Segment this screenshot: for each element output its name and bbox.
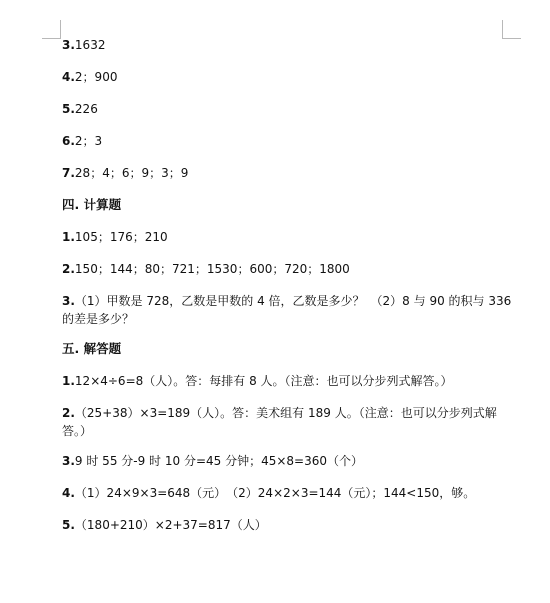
calc-answer-line-3: 3.（1）甲数是 728，乙数是甲数的 4 倍，乙数是多少？ （2）8 与 90 的积与 336 的差是多少？ — [62, 294, 512, 326]
solution-line-5: 5.（180+210）×2+37=817（人） — [62, 518, 267, 532]
calc-answer-line-2: 2.150；144；80；721；1530；600；720；1800 — [62, 262, 350, 276]
solution-line-1: 1.12×4÷6=8（人）。答：每排有 8 人。（注意：也可以分步列式解答。） — [62, 374, 453, 388]
calc-answer-line-1: 1.105；176；210 — [62, 230, 168, 244]
answer-line-4: 4.2；900 — [62, 70, 118, 84]
section-heading-solution: 五. 解答题 — [62, 341, 122, 356]
solution-line-3: 3.9 时 55 分-9 时 10 分=45 分钟；45×8=360（个） — [62, 454, 364, 468]
page-corner-marker-top-left — [42, 20, 61, 39]
section-heading-calculation: 四. 计算题 — [62, 197, 122, 212]
solution-line-2: 2.（25+38）×3=189（人）。答：美术组有 189 人。（注意：也可以分步列式解答。） — [62, 406, 497, 438]
answer-line-3: 3.1632 — [62, 38, 106, 52]
answer-line-7: 7.28；4；6；9；3；9 — [62, 166, 189, 180]
solution-line-4: 4.（1）24×9×3=648（元） （2）24×2×3=144（元）；144<150，够。 — [62, 486, 476, 500]
answer-line-6: 6.2；3 — [62, 134, 103, 148]
answer-line-5: 5.226 — [62, 102, 98, 116]
